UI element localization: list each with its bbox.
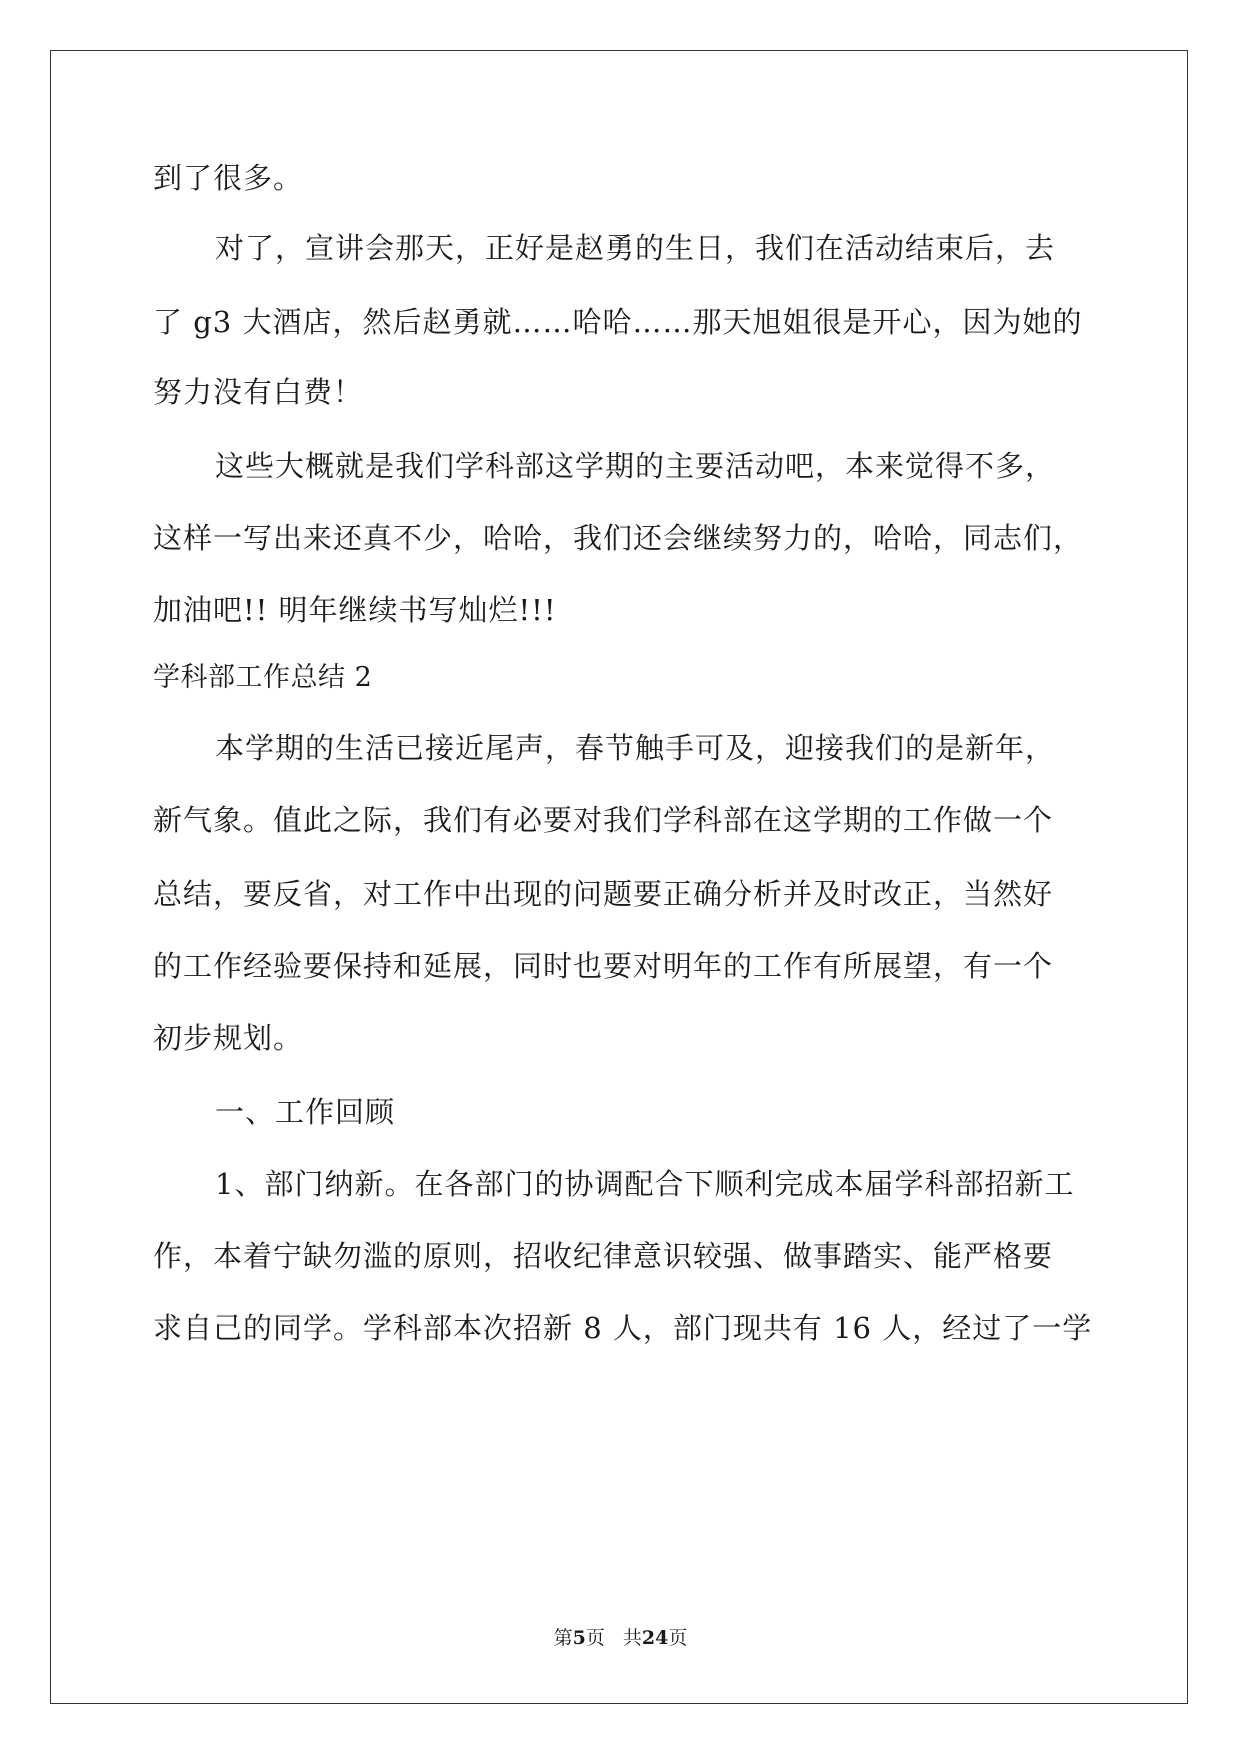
- text-line-1: 到了很多。: [153, 161, 304, 195]
- page-suffix: 页: [585, 1627, 605, 1649]
- text-line-13: 初步规划。: [153, 1021, 304, 1055]
- page-prefix: 第: [553, 1627, 573, 1649]
- total-suffix: 页: [668, 1627, 688, 1649]
- text-line-15: 1、部门纳新。在各部门的协调配合下顺利完成本届学科部招新工: [215, 1167, 1075, 1201]
- section-heading: 学科部工作总结 2: [153, 662, 373, 693]
- page-footer: [0, 1626, 1241, 1650]
- total-prefix: 共: [622, 1627, 642, 1649]
- total-pages: 24: [641, 1627, 669, 1649]
- text-line-16: 作，本着宁缺勿滥的原则，招收纪律意识较强、做事踏实、能严格要: [153, 1239, 1054, 1273]
- text-line-7: 加油吧!! 明年继续书写灿烂!!!: [153, 593, 557, 627]
- text-line-10: 新气象。值此之际，我们有必要对我们学科部在这学期的工作做一个: [153, 803, 1054, 837]
- page-number: 5: [572, 1627, 586, 1649]
- text-line-2: 对了，宣讲会那天，正好是赵勇的生日，我们在活动结束后，去: [215, 231, 1056, 265]
- text-line-12: 的工作经验要保持和延展，同时也要对明年的工作有所展望，有一个: [153, 949, 1054, 983]
- text-line-17: 求自己的同学。学科部本次招新 8 人，部门现共有 16 人，经过了一学: [153, 1311, 1093, 1345]
- text-line-9: 本学期的生活已接近尾声，春节触手可及，迎接我们的是新年，: [215, 731, 1056, 765]
- text-line-4: 努力没有白费！: [153, 375, 364, 409]
- subheading: 一、工作回顾: [215, 1095, 396, 1129]
- text-line-11: 总结，要反省，对工作中出现的问题要正确分析并及时改正，当然好: [153, 877, 1054, 911]
- text-line-5: 这些大概就是我们学科部这学期的主要活动吧，本来觉得不多，: [215, 449, 1056, 483]
- text-line-3: 了 g3 大酒店，然后赵勇就……哈哈……那天旭姐很是开心，因为她的: [153, 305, 1083, 339]
- text-line-6: 这样一写出来还真不少，哈哈，我们还会继续努力的，哈哈，同志们，: [153, 521, 1084, 555]
